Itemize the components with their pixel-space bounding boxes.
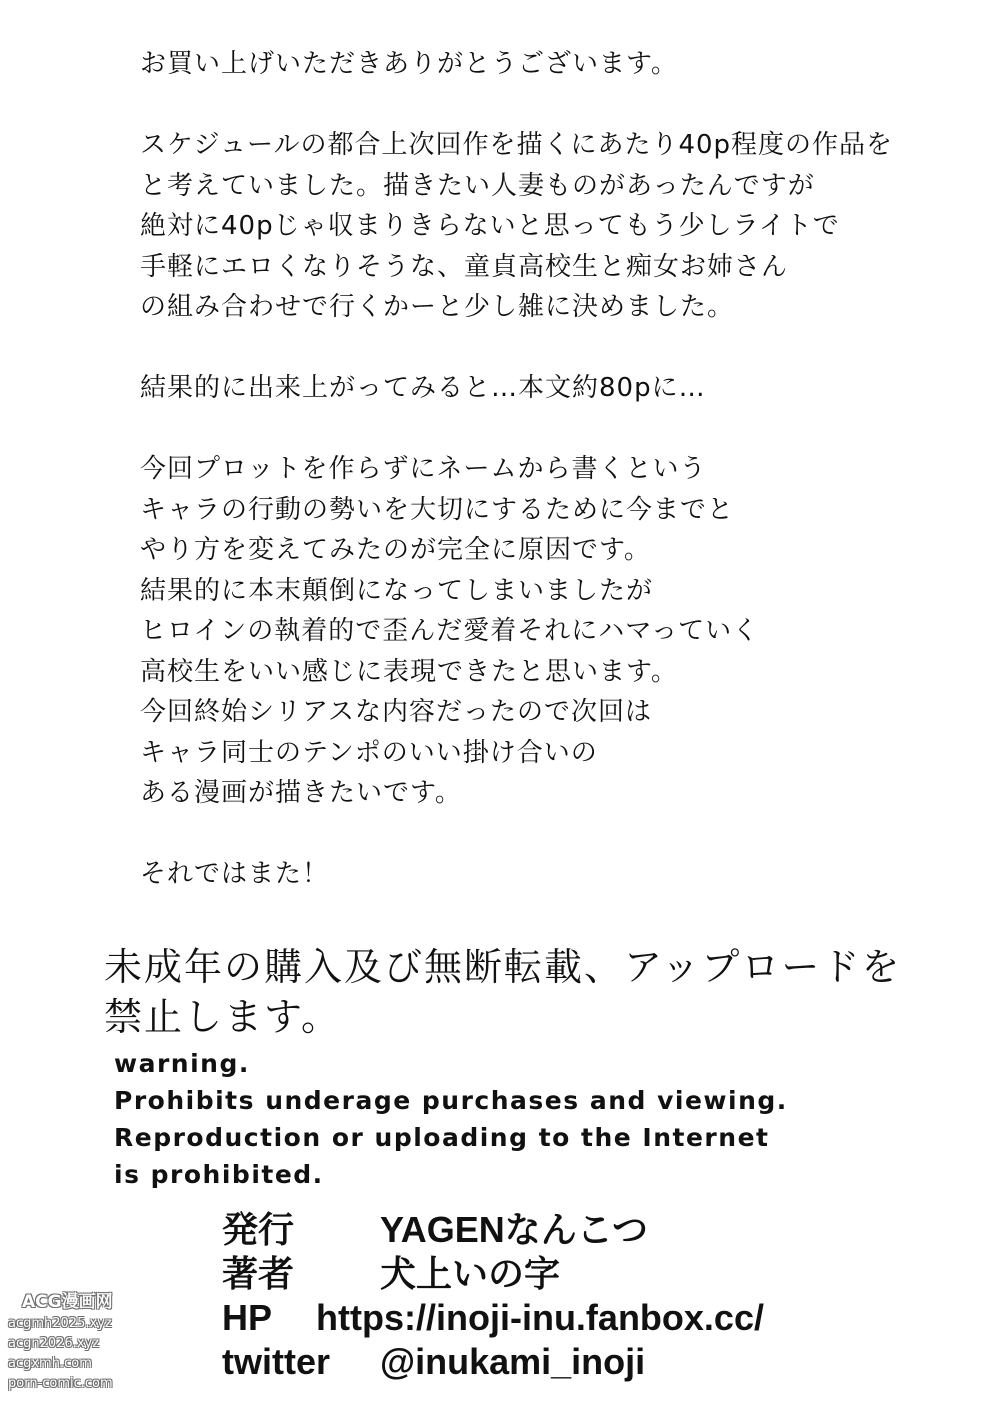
watermark-url: acgmh2025.xyz <box>8 1316 112 1331</box>
paragraph-gap <box>140 328 960 369</box>
notice-line: 禁止します。 <box>104 995 341 1039</box>
afterword-line: スケジュールの都合上次回作を描くにあたり40p程度の作品を <box>140 130 894 160</box>
afterword-line: ヒロインの執着的で歪んだ愛着それにハマっていく <box>140 616 760 646</box>
homepage-url[interactable]: https://inoji-inu.fanbox.cc/ <box>316 1297 764 1338</box>
afterword-text <box>140 44 960 895</box>
watermark-url: acgn2026.xyz <box>8 1336 100 1351</box>
afterword-line: 今回終始シリアスな内容だったので次回は <box>140 697 652 727</box>
afterword-line: 結果的に出来上がってみると…本文約80pに… <box>140 373 706 403</box>
homepage-row <box>222 1296 982 1340</box>
afterword-line: お買い上げいただきありがとうございます。 <box>140 49 678 79</box>
afterword-line: それではまた！ <box>140 859 330 889</box>
homepage-label: HP <box>222 1297 273 1338</box>
afterword-line: ある漫画が描きたいです。 <box>140 778 462 808</box>
afterword-line: と考えていました。描きたい人妻ものがあったんですが <box>140 170 815 201</box>
publisher-label: 発行 <box>222 1209 295 1250</box>
watermark-url: acgxmh.com <box>8 1356 92 1371</box>
author-row <box>222 1252 982 1296</box>
twitter-handle[interactable]: @inukami_inoji <box>380 1341 646 1382</box>
afterword-line: 結果的に本末顛倒になってしまいましたが <box>140 575 654 606</box>
warning-line: is prohibited. <box>114 1160 324 1189</box>
paragraph-gap <box>140 409 960 450</box>
site-watermark <box>8 1290 158 1394</box>
warning-heading: warning. <box>114 1049 250 1078</box>
warning-line: Reproduction or uploading to the Internet <box>114 1123 770 1152</box>
colophon-credits <box>222 1208 982 1384</box>
afterword-line: 高校生をいい感じに表現できたと思います。 <box>140 656 678 687</box>
afterword-line: キャラ同士のテンポのいい掛け合いの <box>140 737 598 768</box>
prohibition-notice <box>104 942 964 1042</box>
twitter-row <box>222 1340 982 1384</box>
publisher-row <box>222 1208 982 1252</box>
afterword-line: やり方を変えてみたのが完全に原因です。 <box>140 535 651 565</box>
english-warning <box>114 1045 974 1193</box>
afterword-line: キャラの行動の勢いを大切にするために今までと <box>140 494 735 525</box>
publisher-value: YAGENなんこつ <box>380 1209 648 1250</box>
paragraph-gap <box>140 85 960 126</box>
afterword-line: 今回プロットを作らずにネームから書くという <box>140 454 707 484</box>
afterword-line: 絶対に40pじゃ収まりきらないと思ってもう少しライトで <box>140 211 840 241</box>
notice-line: 未成年の購入及び無断転載、アップロードを <box>104 945 902 989</box>
watermark-logo: ACG漫画网 <box>22 1292 113 1312</box>
warning-line: Prohibits underage purchases and viewing. <box>114 1086 788 1115</box>
watermark-url: porn-comic.com <box>8 1376 113 1391</box>
author-value: 犬上いの字 <box>380 1253 561 1294</box>
afterword-line: の組み合わせで行くかーと少し雑に決めました。 <box>140 292 735 322</box>
twitter-label: twitter <box>222 1341 330 1382</box>
paragraph-gap <box>140 814 960 855</box>
author-label: 著者 <box>222 1253 295 1294</box>
afterword-line: 手軽にエロくなりそうな、童貞高校生と痴女お姉さん <box>140 251 789 282</box>
